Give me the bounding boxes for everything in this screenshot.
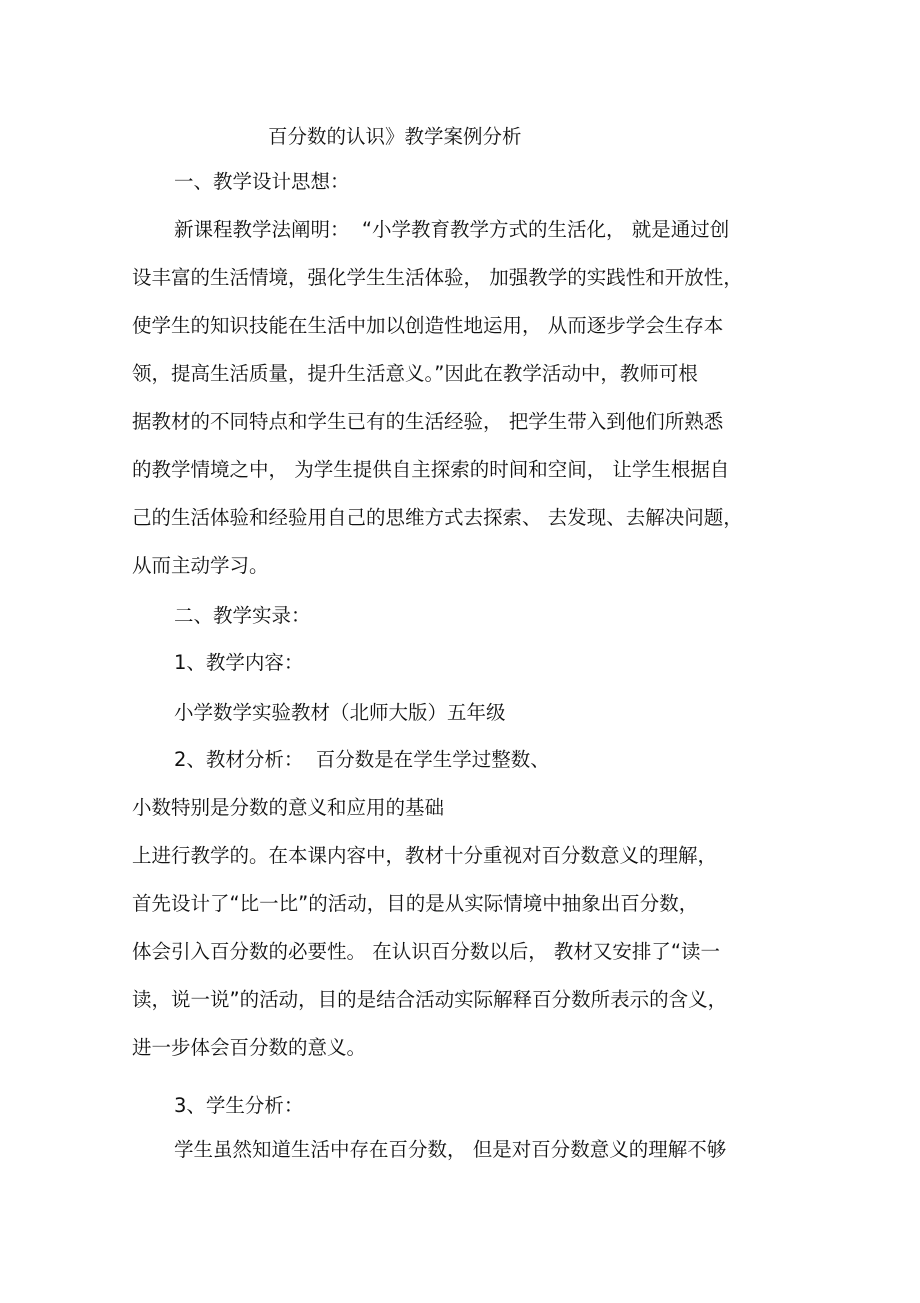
subsection-heading: 3、学生分析： bbox=[174, 1094, 304, 1117]
paragraph-line: 小数特别是分数的意义和应用的基础 bbox=[132, 796, 445, 819]
section-heading: 二、教学实录： bbox=[174, 604, 311, 627]
paragraph-line: 设丰富的生活情境，强化学生生活体验， 加强教学的实践性和开放性， bbox=[132, 266, 743, 289]
subsection-heading: 1、教学内容： bbox=[174, 651, 304, 674]
section-heading: 一、教学设计思想： bbox=[174, 170, 350, 193]
paragraph-line: 体会引入百分数的必要性。 在认识百分数以后， 教材又安排了“读一 bbox=[132, 940, 720, 963]
paragraph-line: 上进行教学的。在本课内容中，教材十分重视对百分数意义的理解， bbox=[132, 844, 718, 867]
paragraph-line: 领，提高生活质量，提升生活意义。”因此在教学活动中，教师可根 bbox=[132, 362, 698, 385]
paragraph-line: 首先设计了“比一比”的活动，目的是从实际情境中抽象出百分数， bbox=[132, 892, 699, 915]
paragraph-line: 的教学情境之中， 为学生提供自主探索的时间和空间， 让学生根据自 bbox=[132, 458, 730, 481]
paragraph-line: 使学生的知识技能在生活中加以创造性地运用， 从而逐步学会生存本 bbox=[132, 314, 724, 337]
paragraph-line: 读，说一说”的活动，目的是结合活动实际解释百分数所表示的含义， bbox=[132, 988, 728, 1011]
paragraph-line: 学生虽然知道生活中存在百分数， 但是对百分数意义的理解不够 bbox=[174, 1138, 727, 1161]
paragraph-line: 据教材的不同特点和学生已有的生活经验， 把学生带入到他们所熟悉 bbox=[132, 410, 724, 433]
subsection-heading: 2、教材分析： 百分数是在学生学过整数、 bbox=[174, 748, 550, 771]
document-title: 百分数的认识》教学案例分析 bbox=[268, 125, 522, 148]
paragraph-line: 从而主动学习。 bbox=[132, 554, 269, 577]
paragraph-line: 小学数学实验教材（北师大版）五年级 bbox=[174, 701, 506, 724]
paragraph-line: 己的生活体验和经验用自己的思维方式去探索、 去发现、去解决问题， bbox=[132, 506, 743, 529]
paragraph-line: 进一步体会百分数的意义。 bbox=[132, 1036, 367, 1059]
paragraph-line: 新课程教学法阐明： “小学教育教学方式的生活化， 就是通过创 bbox=[174, 218, 730, 241]
